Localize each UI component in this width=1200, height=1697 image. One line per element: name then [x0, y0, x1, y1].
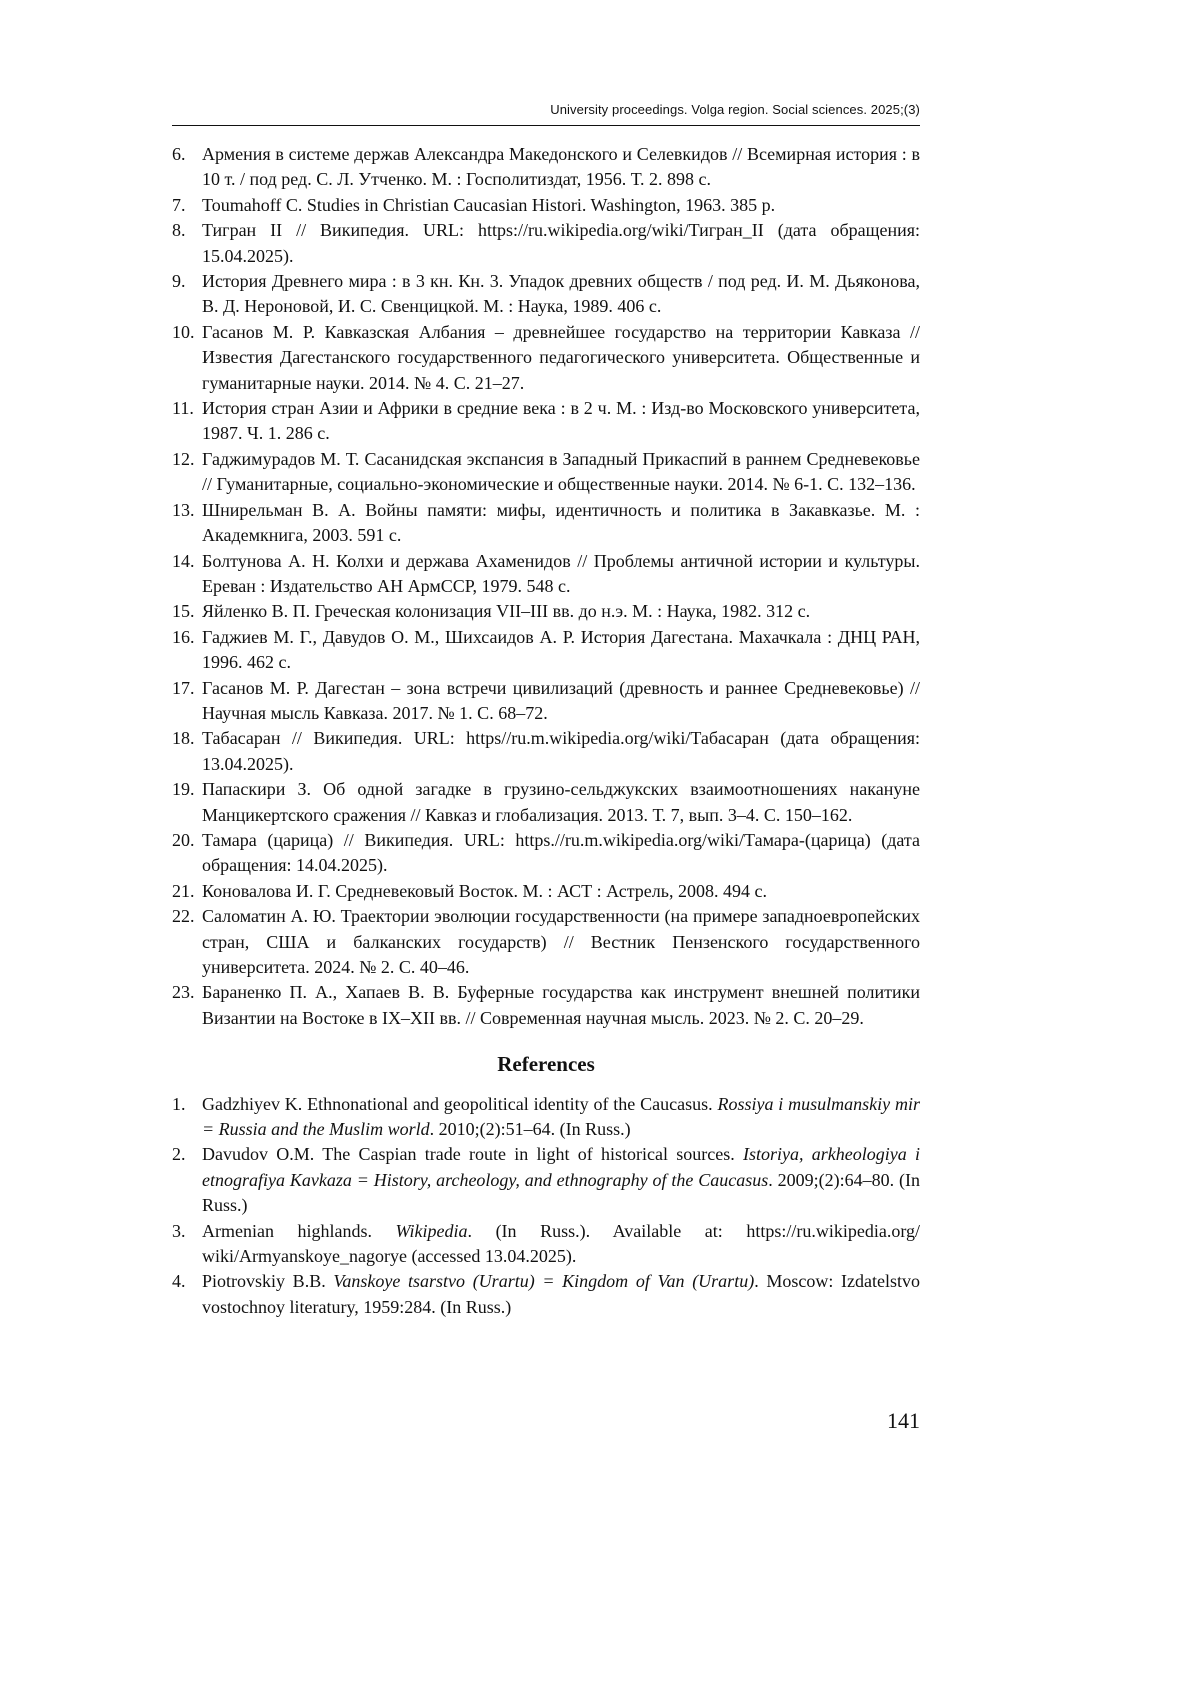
reference-text-plain: Piotrovskiy B.B. [202, 1271, 334, 1292]
reference-number: 17. [172, 677, 195, 698]
reference-number: 8. [172, 220, 186, 241]
reference-text: Гаджиев М. Г., Давудов О. М., Шихсаидов А. Р. История Дагестана. Махачкала : ДНЦ РАН, 1996. 462 с. [202, 626, 920, 673]
reference-text: Гасанов М. Р. Кавказская Албания – древнейшее государство на территории Кавказа // Известия Дагестанского государственного педагогического университета. Общественные и гуманитарные науки. 2014. № 4. С. 21–27. [202, 321, 920, 393]
reference-number: 23. [172, 982, 195, 1003]
reference-number: 22. [172, 906, 195, 927]
reference-text: Гаджимурадов М. Т. Сасанидская экспансия в Западный Прикаспий в раннем Средневековье // Гуманитарные, социально-экономические и общественные науки. 2014. № 6-1. С. 132–136. [202, 448, 920, 495]
reference-number: 20. [172, 829, 195, 850]
reference-item [172, 218, 920, 269]
reference-source-title: Rossiya i musulmanskiy mir = Russia and the Muslim world [202, 1093, 920, 1140]
reference-item [172, 320, 920, 396]
reference-item [172, 1142, 920, 1218]
reference-text: Шнирельман В. А. Войны памяти: мифы, идентичность и политика в Закавказье. М. : Академкнига, 2003. 591 с. [202, 499, 920, 546]
reference-item [172, 828, 920, 879]
reference-text: Табасаран // Википедия. URL: https//ru.m.wikipedia.org/wiki/Табасаран (дата обращения: 13.04.2025). [202, 728, 920, 774]
reference-item [172, 396, 920, 447]
reference-item [172, 879, 920, 904]
reference-item [172, 193, 920, 218]
reference-number: 7. [172, 194, 186, 215]
reference-text: Армения в системе держав Александра Македонского и Селевкидов // Всемирная история : в 10 т. / под ред. С. Л. Утченко. М. : Госполитиздат, 1956. Т. 2. 898 с. [202, 144, 920, 190]
reference-text-plain: . (In Russ.). Available at: https://ru.wikipedia.org/ wiki/Armyanskoye_nagorye (accessed 13.04.2025). [202, 1220, 920, 1267]
reference-item [172, 269, 920, 320]
reference-item [172, 142, 920, 193]
reference-number: 2. [172, 1144, 186, 1165]
reference-text: Папаскири З. Об одной загадке в грузино-сельджукских взаимоотношениях накануне Манцикертского сражения // Кавказ и глобализация. 2013. Т. 7, вып. 3–4. С. 150–162. [202, 779, 920, 825]
reference-number: 21. [172, 880, 195, 901]
reference-item [172, 599, 920, 624]
reference-text-plain: Armenian highlands. [202, 1220, 396, 1241]
reference-number: 13. [172, 499, 195, 520]
reference-number: 14. [172, 550, 195, 571]
reference-text: История стран Азии и Африки в средние века : в 2 ч. М. : Изд-во Московского университета, 1987. Ч. 1. 286 с. [202, 398, 920, 444]
reference-item [172, 1219, 920, 1270]
reference-text: История Древнего мира : в 3 кн. Кн. 3. Упадок древних обществ / под ред. И. М. Дьяконова, В. Д. Нероновой, И. С. Свенцицкой. М. : Наука, 1989. 406 с. [202, 271, 920, 317]
reference-source-title: Wikipedia [395, 1220, 468, 1241]
reference-item [172, 1269, 920, 1320]
reference-source-title: Vanskoye tsarstvo (Urartu) = Kingdom of Van (Urartu) [333, 1271, 755, 1292]
reference-text-plain: . Moscow: Izdatelstvo vostochnoy literatury, 1959:284. (In Russ.) [202, 1271, 920, 1317]
reference-text: Тигран II // Википедия. URL: https://ru.wikipedia.org/wiki/Тигран_II (дата обращения: 15.04.2025). [202, 220, 920, 266]
reference-number: 16. [172, 626, 195, 647]
reference-text-plain: . 2009;(2):64–80. (In Russ.) [202, 1169, 921, 1216]
english-reference-list [172, 1092, 920, 1321]
reference-item [172, 1092, 920, 1143]
reference-item [172, 904, 920, 980]
reference-text: Болтунова А. Н. Колхи и держава Ахаменидов // Проблемы античной истории и культуры. Ереван : Издательство АН АрмССР, 1979. 548 с. [202, 550, 920, 596]
reference-text: Саломатин А. Ю. Траектории эволюции государственности (на примере западноевропейских стран, США и балканских государств) // Вестник Пензенского государственного университета. 2024. № 2. С. 40–46. [202, 906, 920, 977]
reference-text-plain: Gadzhiyev K. Ethnonational and geopolitical identity of the Caucasus. [202, 1093, 718, 1114]
reference-number: 6. [172, 144, 186, 164]
reference-number: 15. [172, 601, 195, 622]
reference-item [172, 726, 920, 777]
reference-number: 4. [172, 1271, 186, 1292]
reference-item [172, 498, 920, 549]
reference-number: 19. [172, 779, 195, 800]
reference-item [172, 980, 920, 1031]
page-number: 141 [887, 1408, 920, 1433]
reference-text: Гасанов М. Р. Дагестан – зона встречи цивилизаций (древность и раннее Средневековье) // Научная мысль Кавказа. 2017. № 1. С. 68–72. [202, 677, 920, 723]
reference-text: Бараненко П. А., Хапаев В. В. Буферные государства как инструмент внешней политики Византии на Востоке в IX–XII вв. // Современная научная мысль. 2023. № 2. С. 20–29. [202, 982, 920, 1028]
reference-text: Toumahoff C. Studies in Christian Caucasian Histori. Washington, 1963. 385 p. [202, 194, 776, 215]
reference-item [172, 777, 920, 828]
reference-source-title: Istoriya, arkheologiya i etnografiya Kavkaza = History, archeology, and ethnography of the Caucasus [202, 1144, 920, 1190]
reference-item [172, 549, 920, 600]
header-rule [172, 125, 920, 126]
reference-text-plain: . 2010;(2):51–64. (In Russ.) [429, 1119, 631, 1140]
reference-text: Яйленко В. П. Греческая колонизация VII–III вв. до н.э. М. : Наука, 1982. 312 с. [202, 601, 811, 622]
references-heading: References [497, 1052, 595, 1077]
running-header: University proceedings. Volga region. Social sciences. 2025;(3) [550, 102, 920, 117]
reference-number: 11. [172, 398, 194, 419]
reference-number: 1. [172, 1093, 186, 1114]
reference-item [172, 625, 920, 676]
reference-number: 12. [172, 448, 195, 469]
reference-number: 18. [172, 728, 195, 749]
page-body [172, 142, 920, 1320]
reference-number: 9. [172, 271, 186, 292]
reference-number: 3. [172, 1220, 186, 1241]
reference-text: Коновалова И. Г. Средневековый Восток. М. : АСТ : Астрель, 2008. 494 с. [202, 880, 767, 901]
reference-item [172, 676, 920, 727]
reference-item [172, 447, 920, 498]
russian-reference-list [172, 142, 920, 1031]
reference-text: Тамара (царица) // Википедия. URL: https.//ru.m.wikipedia.org/wiki/Тамара-(царица) (дата обращения: 14.04.2025). [202, 829, 920, 876]
reference-number: 10. [172, 321, 195, 342]
reference-text-plain: Davudov O.M. The Caspian trade route in light of historical sources. [202, 1144, 743, 1165]
